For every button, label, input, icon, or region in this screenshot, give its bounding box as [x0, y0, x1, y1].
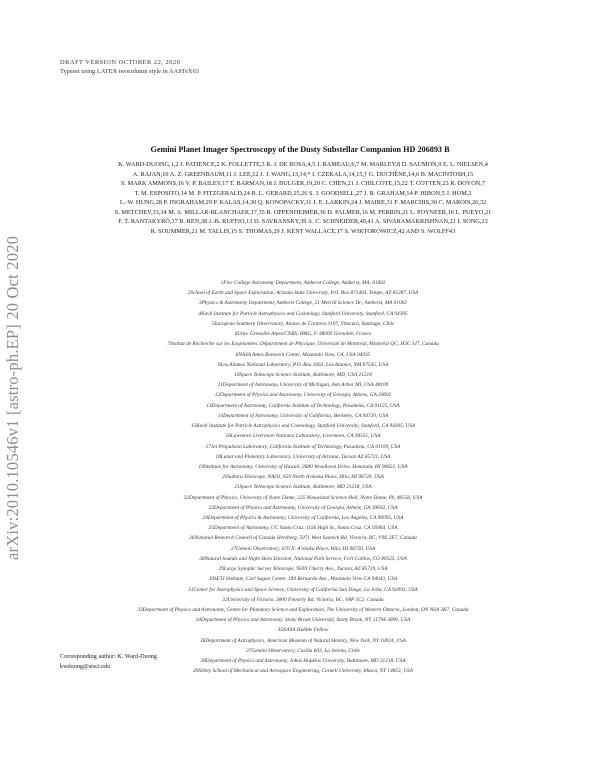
- author-line: F. T. RANTAKYRÖ,37 B. REN,38 J.-B. RUFFIO,13 D. SAVRANSKY,39 A. C. SCHNEIDER,40,41 A. SIVARAMAKRISHNAN,21 I. SONG,23: [118, 218, 488, 225]
- affiliation: 21Space Telescope Science Institute, Baltimore, MD 21218, USA: [234, 484, 372, 491]
- preprint-header: [60, 59, 199, 76]
- affiliation: 20Subaru Telescope, NAOJ, 650 North A'ohoku Place, Hilo, HI 96720, USA: [222, 474, 384, 481]
- affiliation: 5European Southern Observatory, Alonso de Córdova 3107, Vitacura, Santiago, Chile: [211, 320, 395, 327]
- affiliation: 28Natural Sounds and Night Skies Division, National Park Service, Fort Collins, CO 80525, USA: [199, 555, 407, 562]
- affiliation: 7Institut de Recherche sur les Exoplanètes, Département de Physique, Université de Montréal, Montréal QC, H3C 3J7, Canada: [167, 341, 439, 348]
- affiliation: 11Department of Astronomy, University of Michigan, Ann Arbor MI, USA 48109: [217, 382, 389, 389]
- affiliation: 3Physics & Astronomy Department, Amherst College, 21 Merrill Science Dr., Amherst, MA 01002: [199, 300, 407, 307]
- affiliation: 36Department of Astrophysics, American Museum of Natural History, New York, NY 10024, USA: [200, 637, 406, 644]
- affiliation-list: [56, 278, 550, 677]
- author-line: A. RAJAN,10 A. Z. GREENBAUM,11 J. LEE,12 J. J. WANG,13,14,* I. CZEKALA,14,15,† G. DUCHÊNE,14,6 B. MACINTOSH,15: [132, 170, 474, 178]
- affiliation: 26National Research Council of Canada Herzberg, 5071 West Saanich Rd, Victoria, BC, V9E 2E7, Canada: [189, 535, 417, 542]
- affiliation: 15Kavli Institute for Particle Astrophysics and Cosmology, Stanford University, Stanford, CA 94305, USA: [190, 423, 416, 430]
- author-line: S. MARK AMMONS,16 V. P. BAILEY,17 T. BARMAN,18 J. BULGER,19,20 C. CHEN,21 J. CHILCOTE,15,22 T. COTTEN,23 R. DOYON,7: [120, 180, 486, 187]
- author-line: K. WARD-DUONG,1,2 J. PATIENCE,2 K. FOLLETTE,3 R. J. DE ROSA,4,5 J. RAMEAU,6,7 M. MARLEY,8 D. SAUMON,9 E. L. NIELSEN,4: [118, 161, 488, 168]
- affiliation: 4Kavli Institute for Particle Astrophysics and Cosmology, Stanford University, Stanford, CA 94305: [198, 310, 408, 317]
- draft-version: DRAFT VERSION OCTOBER 22, 2020: [60, 59, 181, 66]
- typeset-note: Typeset using LATEX twocolumn style in AASTeX63: [60, 67, 199, 75]
- affiliation: 10Space Telescope Science Institute, Baltimore, MD, USA 21218: [234, 371, 372, 378]
- affiliation: 9Los Alamos National Laboratory, P.O. Box 1663, Los Alamos, NM 87545, USA: [217, 361, 389, 368]
- corresponding-author: [60, 652, 157, 672]
- author-list: [58, 160, 548, 236]
- affiliation: 23Department of Physics and Astronomy, University of Georgia, Athens, GA 30602, USA: [208, 504, 398, 511]
- affiliation: 17Jet Propulsion Laboratory, California Institute of Technology, Pasadena, CA 91109, USA: [205, 443, 401, 450]
- corresponding-author-line: Corresponding author: K. Ward-Duong: [60, 653, 157, 660]
- affiliation: 1Five College Astronomy Department, Amherst College, Amherst, MA, 01002: [220, 280, 386, 286]
- affiliation: 19Institute for Astronomy, University of Hawaii, 2680 Woodlawn Drive, Honolulu, HI 96822, USA: [198, 463, 408, 470]
- affiliation: 25Department of Astronomy, UC Santa Cruz, 1156 High St., Santa Cruz, CA 95064, USA: [208, 525, 398, 532]
- affiliation: 38Department of Physics and Astronomy, Johns Hopkins University, Baltimore, MD 21218, USA: [200, 658, 406, 665]
- affiliation: 8NASA Ames Research Center, Mountain View, CA, USA 94035: [235, 351, 371, 358]
- affiliation: 2School of Earth and Space Exploration, Arizona State University, P.O. Box 871404, Tempe, AZ 85287, USA: [187, 290, 419, 297]
- affiliation: 35NASA Hubble Fellow: [277, 627, 329, 634]
- affiliation: 30SETI Institute, Carl Sagan Center, 189 Bernardo Ave., Mountain View CA 94043, USA: [208, 576, 398, 583]
- affiliation: 37Gemini Observatory, Casilla 603, La Serena, Chile: [246, 647, 360, 654]
- affiliation: 24Department of Physics & Astronomy, University of California, Los Angeles, CA 90095, USA: [202, 515, 404, 522]
- author-line: L.-W. HUNG,28 P. INGRAHAM,29 P. KALAS,14,30 Q. KONOPACKY,31 J. E. LARKIN,24 J. MAIRE,31 F. MARCHIS,30 C. MAROIS,26,32: [119, 199, 487, 206]
- affiliation: 6Univ. Grenoble Alpes/CNRS, IPAG, F-38000 Grenoble, France: [234, 331, 372, 338]
- affiliation: 22Department of Physics, University of Notre Dame, 225 Nieuwland Science Hall, Notre Dame, IN, 46556, USA: [183, 494, 423, 501]
- affiliation: 16Lawrence Livermore National Laboratory, Livermore, CA 94551, USA: [225, 433, 381, 440]
- affiliation: 34Department of Physics and Astronomy, Stony Brook University, Stony Brook, NY 11794-3800, USA: [195, 617, 411, 624]
- affiliation: 31Center for Astrophysics and Space Science, University of California San Diego, La Jolla, CA 92093, USA: [188, 586, 418, 593]
- affiliation: 18Lunar and Planetary Laboratory, University of Arizona, Tucson AZ 85721, USA: [215, 453, 391, 460]
- affiliation: 27Gemini Observatory, 670 N. A'ohoku Place, Hilo, HI 96720, USA: [230, 545, 376, 552]
- arxiv-identifier-stamp[interactable]: arXiv:2010.10546v1 [astro-ph.EP] 20 Oct 2020: [3, 235, 22, 560]
- affiliation: 32University of Victoria, 3800 Finnerty Rd, Victoria, BC, V8P 5C2, Canada: [222, 596, 384, 603]
- affiliation: 33Department of Physics and Astronomy, Centre for Planetary Science and Exploration, The University of Western Ontario, London, ON N6A 3K7, Canada: [137, 607, 469, 613]
- paper-title: Gemini Planet Imager Spectroscopy of the Dusty Substellar Companion HD 206893 B: [150, 145, 450, 154]
- author-line: T. M. ESPOSITO,14 M. P. FITZGERALD,24 B. L. GERARD,25,26 S. J. GOODSELL,27 J. R. GRAHAM,14 P. HIBON,5 J. HOM,2: [134, 189, 472, 197]
- author-line: R. SOUMMER,21 M. TALLIS,15 S. THOMAS,29 J. KENT WALLACE,17 S. WIKTOROWICZ,42 AND S. WOLFF43: [150, 227, 456, 235]
- affiliation: 13Department of Astronomy, California Institute of Technology, Pasadena, CA 91125, USA: [206, 402, 400, 409]
- affiliation: 14Department of Astronomy, University of California, Berkeley, CA 94720, USA: [217, 412, 389, 419]
- corresponding-email[interactable]: kwduong@stsci.edu: [60, 663, 111, 670]
- author-line: S. METCHEV,33,34 M. A. MILLAR-BLANCHAER,17,35 R. OPPENHEIMER,36 D. PALMER,16 M. PERRIN,21 L. POYNEER,16 L. PUEYO,21: [114, 208, 492, 216]
- affiliation: 39Sibley School of Mechanical and Aerospace Engineering, Cornell University, Ithaca, NY 14853, USA: [192, 668, 414, 675]
- affiliation: 29Large Synoptic Survey Telescope, 950N Cherry Ave., Tucson, AZ 85719, USA: [218, 566, 388, 573]
- affiliation: 12Department of Physics and Astronomy, University of Georgia, Athens, GA 30602: [214, 392, 392, 399]
